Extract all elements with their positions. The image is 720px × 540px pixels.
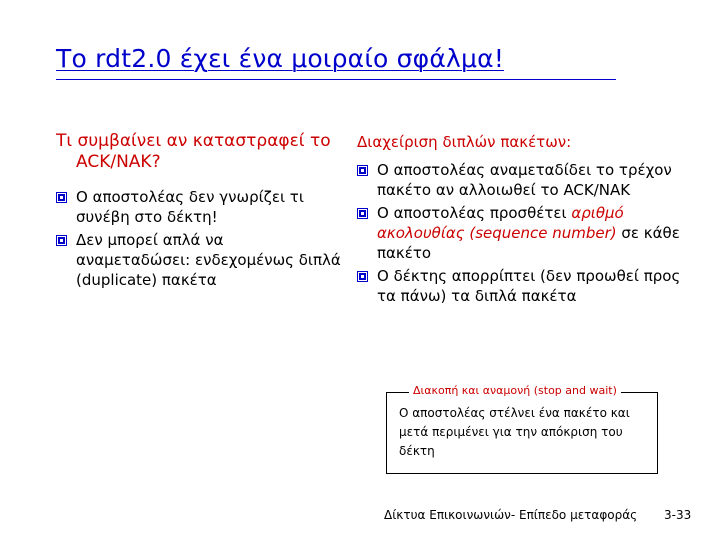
bullet-text: Ο αποστολέας δεν γνωρίζει τι συνέβη στο δέκτη! xyxy=(76,188,304,226)
bullet-text-after: σε κάθε πακέτο xyxy=(377,224,680,262)
stop-and-wait-box xyxy=(386,384,658,474)
list-item xyxy=(357,266,687,306)
question-heading: Τι συμβαίνει αν καταστραφεί το ACK/NAK? xyxy=(56,131,331,172)
list-item xyxy=(357,160,687,200)
square-bullet-icon xyxy=(357,271,368,282)
bullet-text: Ο δέκτης απορρίπτει (δεν προωθεί προς τα πάνω) τα διπλά πακέτα xyxy=(377,267,681,305)
left-column xyxy=(56,131,341,290)
duplicates-heading: Διαχείριση διπλών πακέτων: xyxy=(357,133,572,151)
box-text: Ο αποστολέας στέλνει ένα πακέτο και μετά περιμένει για την απόκριση του δέκτη xyxy=(399,406,630,458)
bullet-text: Δεν μπορεί απλά να αναμεταδώσει: ενδεχομένως διπλά (duplicate) πακέτα xyxy=(76,231,341,289)
bullet-text: Ο αποστολέας αναμεταδίδει το τρέχον πακέτο αν αλλοιωθεί το ACK/NAK xyxy=(377,161,672,199)
title-underline xyxy=(56,79,616,80)
right-column xyxy=(357,132,687,306)
left-bullet-list xyxy=(56,187,341,290)
square-bullet-icon xyxy=(357,165,368,176)
right-bullet-list xyxy=(357,160,687,306)
list-item xyxy=(56,187,341,227)
square-bullet-icon xyxy=(56,235,67,246)
sequence-number-term: αριθμό ακολουθίας (sequence number) xyxy=(377,204,624,242)
page-number: 3-33 xyxy=(664,508,692,522)
bullet-text-before: Ο αποστολέας προσθέτει xyxy=(377,204,572,222)
square-bullet-icon xyxy=(56,192,67,203)
list-item xyxy=(56,230,341,290)
list-item xyxy=(357,203,687,263)
footer-course: Δίκτυα Επικοινωνιών- Επίπεδο μεταφοράς xyxy=(384,508,638,522)
box-label: Διακοπή και αναμονή (stop and wait) xyxy=(409,384,621,397)
slide-title: Το rdt2.0 έχει ένα μοιραίο σφάλμα! xyxy=(56,44,505,73)
square-bullet-icon xyxy=(357,208,368,219)
